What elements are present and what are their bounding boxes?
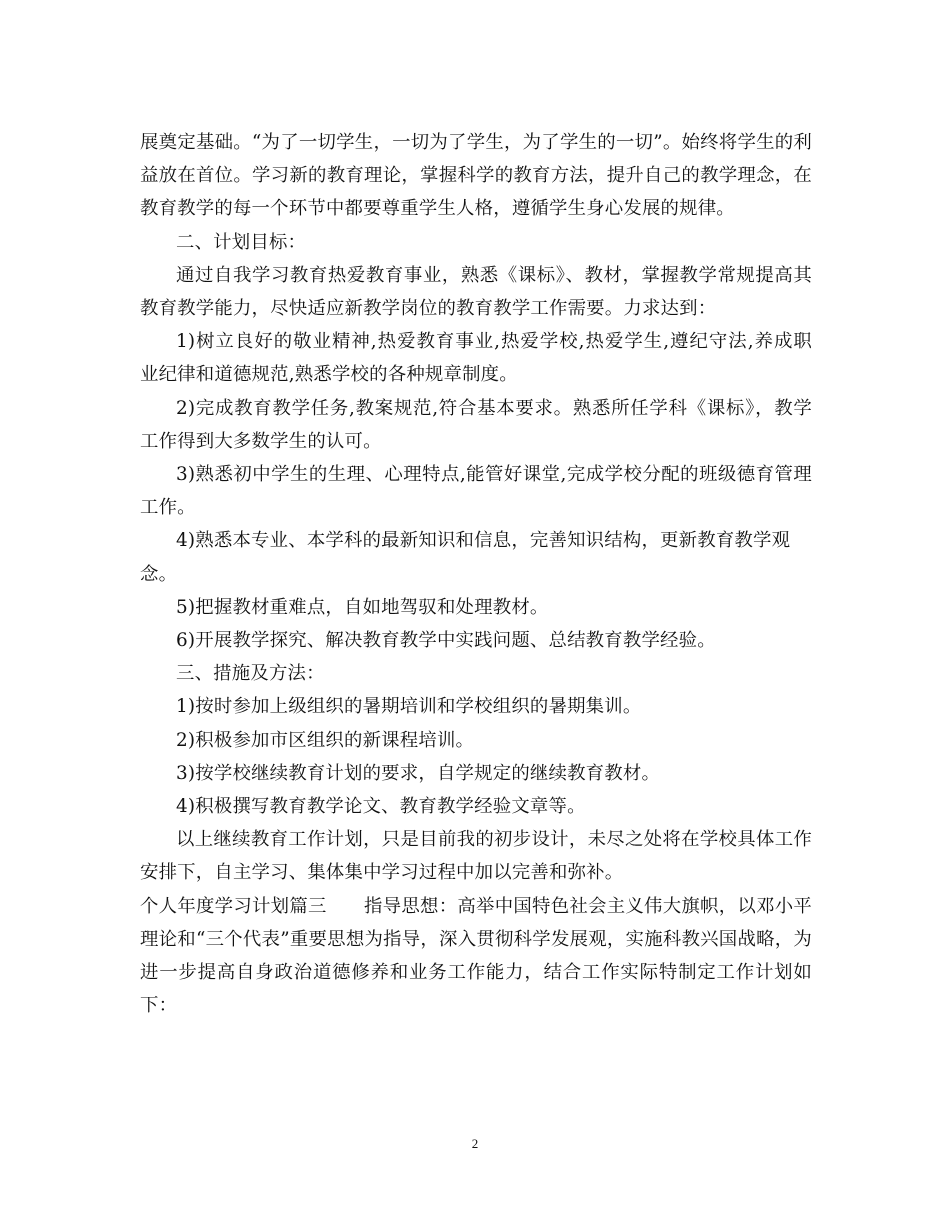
text-line: 展奠定基础。“为了一切学生，一切为了学生，为了学生的一切”。始终将学生的利 bbox=[140, 132, 812, 153]
text-line: 3)按学校继续教育计划的要求，自学规定的继续教育教材。 bbox=[176, 762, 661, 784]
text-line: 4)熟悉本专业、本学科的最新知识和信息，完善知识结构，更新教育教学观 bbox=[176, 530, 791, 552]
text-line: 工作得到大多数学生的认可。 bbox=[140, 430, 382, 452]
text-line: 以上继续教育工作计划，只是目前我的初步设计，未尽之处将在学校具体工作 bbox=[176, 829, 812, 851]
text-line: 念。 bbox=[140, 563, 178, 585]
text-line: 5)把握教材重难点，自如地驾驭和处理教材。 bbox=[176, 596, 549, 618]
text-line: 二、计划目标： bbox=[176, 231, 307, 253]
text-line: 益放在首位。学习新的教育理论，掌握科学的教育方法，提升自己的教学理念，在 bbox=[140, 165, 812, 187]
text-line: 2)完成教育教学任务,教案规范,符合基本要求。熟悉所任学科《课标》，教学 bbox=[176, 397, 812, 419]
page-number: 2 bbox=[471, 1136, 479, 1151]
text-line: 教育教学的每一个环节中都要尊重学生人格，遵循学生身心发展的规律。 bbox=[140, 198, 735, 220]
text-line: 1)按时参加上级组织的暑期培训和学校组织的暑期集训。 bbox=[176, 696, 642, 718]
text-line: 4)积极撰写教育教学论文、教育教学经验文章等。 bbox=[176, 796, 586, 818]
text-line: 理论和“三个代表”重要思想为指导，深入贯彻科学发展观，实施科教兴国战略，为 bbox=[140, 928, 812, 950]
text-line: 通过自我学习教育热爱教育事业，熟悉《课标》、教材，掌握教学常规提高其 bbox=[176, 264, 812, 286]
text-line: 进一步提高自身政治道德修养和业务工作能力，结合工作实际特制定工作计划如 bbox=[140, 962, 812, 984]
text-line: 2)积极参加市区组织的新课程培训。 bbox=[176, 729, 475, 751]
text-line: 1)树立良好的敬业精神,热爱教育事业,热爱学校,热爱学生,遵纪守法,养成职 bbox=[176, 331, 812, 353]
text-line: 3)熟悉初中学生的生理、心理特点,能管好课堂,完成学校分配的班级德育管理 bbox=[176, 464, 812, 486]
text-line: 6)开展教学探究、解决教育教学中实践问题、总结教育教学经验。 bbox=[176, 630, 716, 652]
text-line: 下： bbox=[140, 995, 178, 1017]
document-body bbox=[140, 126, 812, 1022]
text-line: 业纪律和道德规范,熟悉学校的各种规章制度。 bbox=[140, 364, 518, 386]
text-line: 工作。 bbox=[140, 497, 196, 519]
text-line: 教育教学能力，尽快适应新教学岗位的教育教学工作需要。力求达到： bbox=[140, 298, 717, 320]
text-line: 个人年度学习计划篇三 指导思想：高举中国特色社会主义伟大旗帜，以邓小平 bbox=[140, 895, 812, 917]
text-line: 三、措施及方法： bbox=[176, 663, 325, 685]
text-line: 安排下，自主学习、集体集中学习过程中加以完善和弥补。 bbox=[140, 862, 624, 884]
